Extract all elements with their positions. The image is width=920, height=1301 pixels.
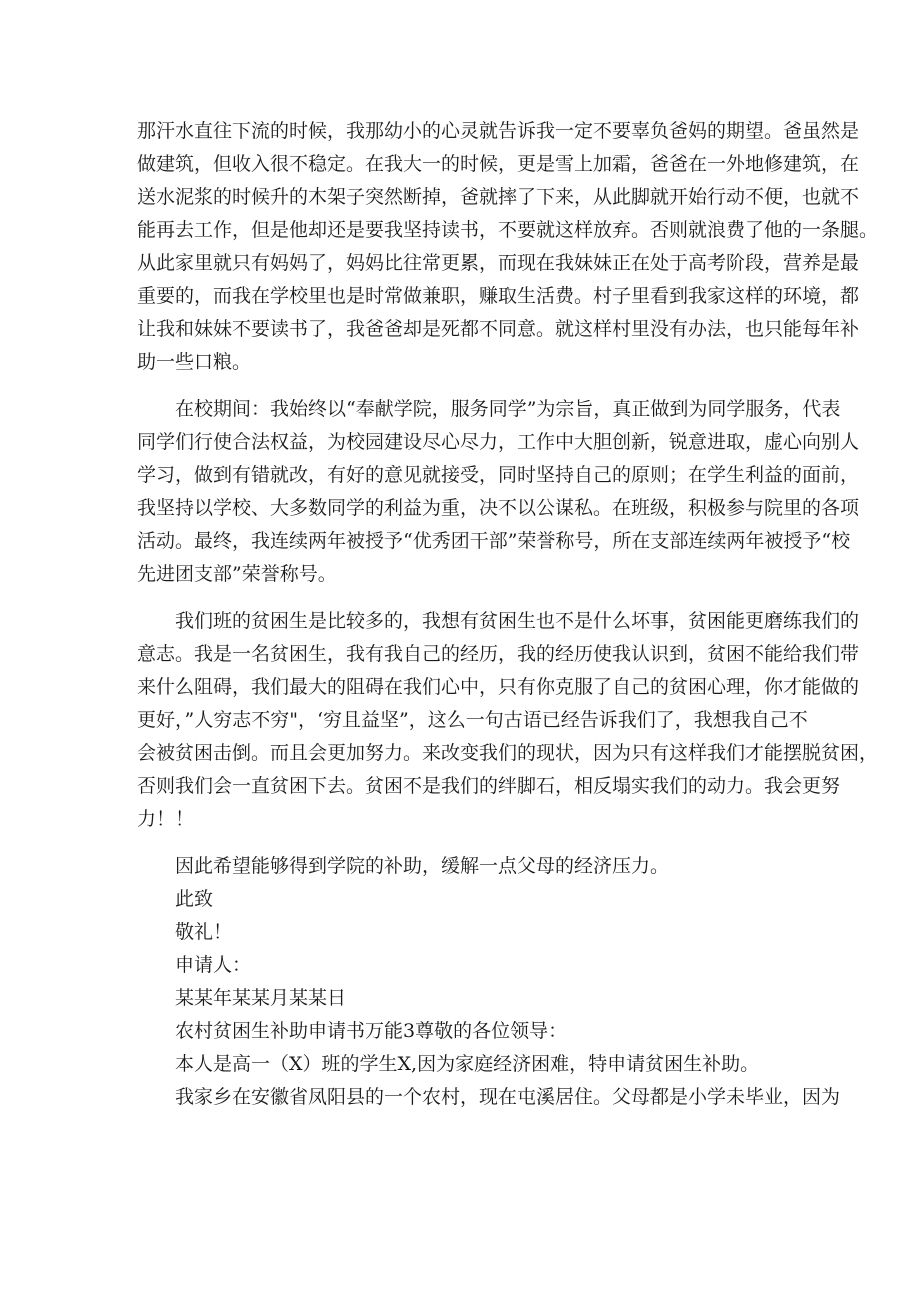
text-line: 更好，”人穷志不穷"，‘穷且益坚”，这么一句古语已经告诉我们了，我想我自己不	[137, 709, 808, 731]
text-line: 力！！	[137, 808, 195, 830]
text-line: 活动。最终，我连续两年被授予“优秀团干部”荣誉称号，所在支部连续两年被授予“校	[137, 530, 851, 552]
date-line: 某某年某某月某某日	[175, 987, 347, 1009]
closing-request: 因此希望能够得到学院的补助，缓解一点父母的经济压力。	[175, 855, 670, 877]
text-line: 会被贫困击倒。而且会更加努力。来改变我们的现状，因为只有这样我们才能摆脱贫困，	[137, 742, 879, 764]
next-letter-intro: 本人是高一（X）班的学生X,因为家庭经济困难，特申请贫困生补助。	[175, 1053, 760, 1075]
next-letter-body: 我家乡在安徽省凤阳县的一个农村，现在屯溪居住。父母都是小学未毕业，因为	[175, 1086, 841, 1108]
text-line: 让我和妹妹不要读书了，我爸爸却是死都不同意。就这样村里没有办法，也只能每年补	[137, 318, 860, 340]
paragraph-poverty-reflection	[137, 605, 879, 836]
closing-section	[137, 850, 841, 1114]
text-line: 来什么阻碍，我们最大的阻碍在我们心中，只有你克服了自己的贫困心理，你才能做的	[137, 676, 860, 698]
text-line: 送水泥浆的时候升的木架子突然断掉，爸就摔了下来，从此脚就开始行动不便，也就不	[137, 186, 860, 208]
text-line: 从此家里就只有妈妈了，妈妈比往常更累，而现在我妹妹正在处于高考阶段，营养是最	[137, 252, 860, 274]
text-line: 助一些口粮。	[137, 351, 252, 373]
paragraph-family-hardship	[137, 115, 879, 379]
paragraph-school-service	[137, 393, 860, 591]
text-line: 意志。我是一名贫困生，我有我自己的经历，我的经历使我认识到，贫困不能给我们带	[137, 643, 860, 665]
text-line: 做建筑，但收入很不稳定。在我大一的时候，更是雪上加霜，爸爸在一外地修建筑，在	[137, 153, 860, 175]
text-line: 否则我们会一直贫困下去。贫困不是我们的绊脚石，相反塌实我们的动力。我会更努	[137, 775, 841, 797]
text-line: 我们班的贫困生是比较多的，我想有贫困生也不是什么坏事，贫困能更磨练我们的	[175, 610, 860, 632]
salutation-cizhi: 此致	[175, 888, 214, 910]
document-body	[137, 115, 879, 1114]
text-line: 先进团支部”荣誉称号。	[137, 563, 337, 585]
text-line: 在校期间：我始终以“奉献学院，服务同学”为宗旨，真正做到为同学服务，代表	[175, 398, 841, 420]
next-letter-title: 农村贫困生补助申请书万能3尊敬的各位领导：	[175, 1020, 568, 1042]
text-line: 重要的，而我在学校里也是时常做兼职，赚取生活费。村子里看到我家这样的环境，都	[137, 285, 860, 307]
applicant-label: 申请人：	[175, 954, 252, 976]
text-line: 学习，做到有错就改，有好的意见就接受，同时坚持自己的原则；在学生利益的面前，	[137, 464, 860, 486]
text-line: 我坚持以学校、大多数同学的利益为重，决不以公谋私。在班级，积极参与院里的各项	[137, 497, 860, 519]
text-line: 那汗水直往下流的时候，我那幼小的心灵就告诉我一定不要辜负爸妈的期望。爸虽然是	[137, 120, 860, 142]
text-line: 同学们行使合法权益，为校园建设尽心尽力，工作中大胆创新，锐意进取，虚心向别人	[137, 431, 860, 453]
salutation-jingli: 敬礼！	[175, 921, 233, 943]
text-line: 能再去工作，但是他却还是要我坚持读书，不要就这样放弃。否则就浪费了他的一条腿。	[137, 219, 879, 241]
